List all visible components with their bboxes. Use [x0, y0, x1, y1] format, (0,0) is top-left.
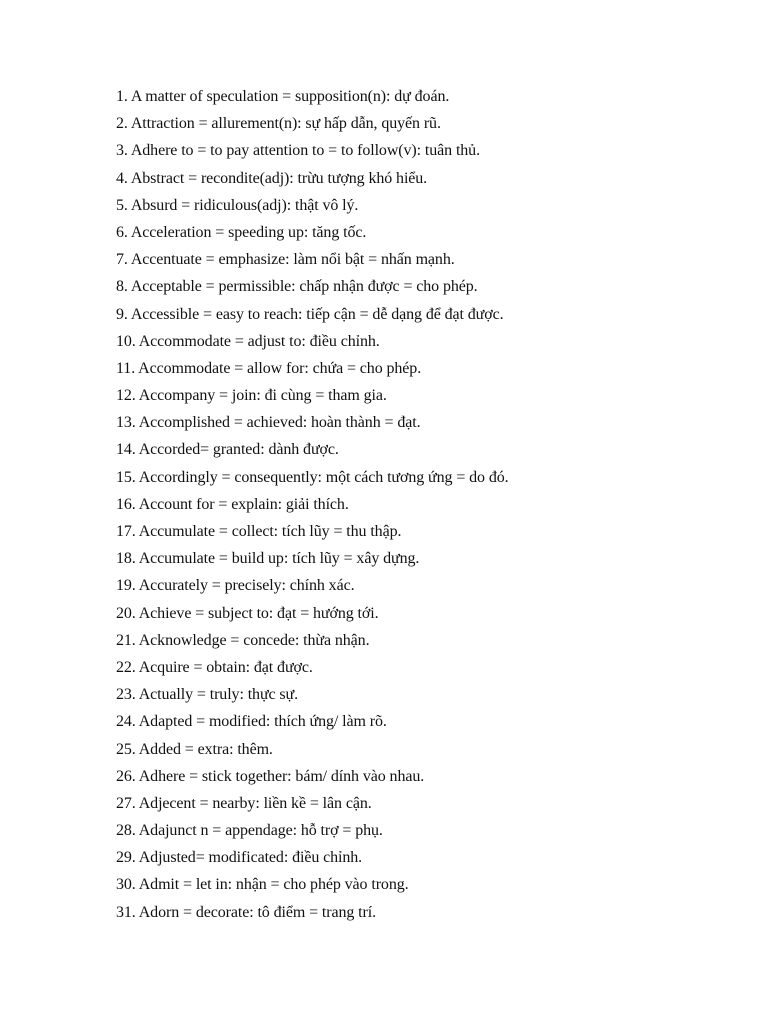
list-item: 24. Adapted = modified: thích ứng/ làm rõ.	[116, 713, 387, 731]
list-item: 4. Abstract = recondite(adj): trừu tượng khó hiểu.	[116, 169, 428, 187]
list-item: 11. Accommodate = allow for: chứa = cho phép.	[116, 359, 422, 377]
list-item: 20. Achieve = subject to: đạt = hướng tới.	[116, 604, 379, 622]
list-item: 5. Absurd = ridiculous(adj): thật vô lý.	[116, 196, 359, 214]
list-item: 27. Adjecent = nearby: liền kề = lân cận.	[116, 794, 372, 812]
list-item: 6. Acceleration = speeding up: tăng tốc.	[116, 223, 367, 241]
list-item: 14. Accorded= granted: dành được.	[116, 441, 339, 459]
list-item: 31. Adorn = decorate: tô điểm = trang trí.	[116, 903, 377, 921]
list-item: 28. Adajunct n = appendage: hỗ trợ = phụ.	[116, 822, 383, 840]
list-item: 29. Adjusted= modificated: điều chỉnh.	[116, 849, 363, 867]
list-item: 3. Adhere to = to pay attention to = to follow(v): tuân thủ.	[116, 142, 480, 160]
list-item: 15. Accordingly = consequently: một cách tương ứng = do đó.	[116, 468, 509, 486]
list-item: 19. Accurately = precisely: chính xác.	[116, 577, 355, 595]
list-item: 22. Acquire = obtain: đạt được.	[116, 658, 313, 676]
list-item: 21. Acknowledge = concede: thừa nhận.	[116, 631, 370, 649]
list-item: 26. Adhere = stick together: bám/ dính vào nhau.	[116, 767, 425, 785]
list-item: 10. Accommodate = adjust to: điều chỉnh.	[116, 332, 380, 350]
list-item: 7. Accentuate = emphasize: làm nổi bật = nhấn mạnh.	[116, 251, 455, 269]
list-item: 8. Acceptable = permissible: chấp nhận được = cho phép.	[116, 278, 478, 296]
list-item: 9. Accessible = easy to reach: tiếp cận = dễ dạng để đạt được.	[116, 305, 504, 323]
vocabulary-list	[116, 85, 509, 928]
list-item: 25. Added = extra: thêm.	[116, 740, 273, 758]
list-item: 17. Accumulate = collect: tích lũy = thu thập.	[116, 523, 402, 540]
list-item: 30. Admit = let in: nhận = cho phép vào trong.	[116, 876, 409, 894]
list-item: 12. Accompany = join: đi cùng = tham gia.	[116, 387, 387, 405]
list-item: 23. Actually = truly: thực sự.	[116, 686, 299, 704]
list-item: 18. Accumulate = build up: tích lũy = xây dựng.	[116, 550, 420, 568]
list-item: 2. Attraction = allurement(n): sự hấp dẫn, quyến rũ.	[116, 115, 441, 133]
list-item: 16. Account for = explain: giải thích.	[116, 495, 349, 513]
list-item: 1. A matter of speculation = supposition(n): dự đoán.	[116, 88, 450, 105]
list-item: 13. Accomplished = achieved: hoàn thành = đạt.	[116, 414, 421, 432]
